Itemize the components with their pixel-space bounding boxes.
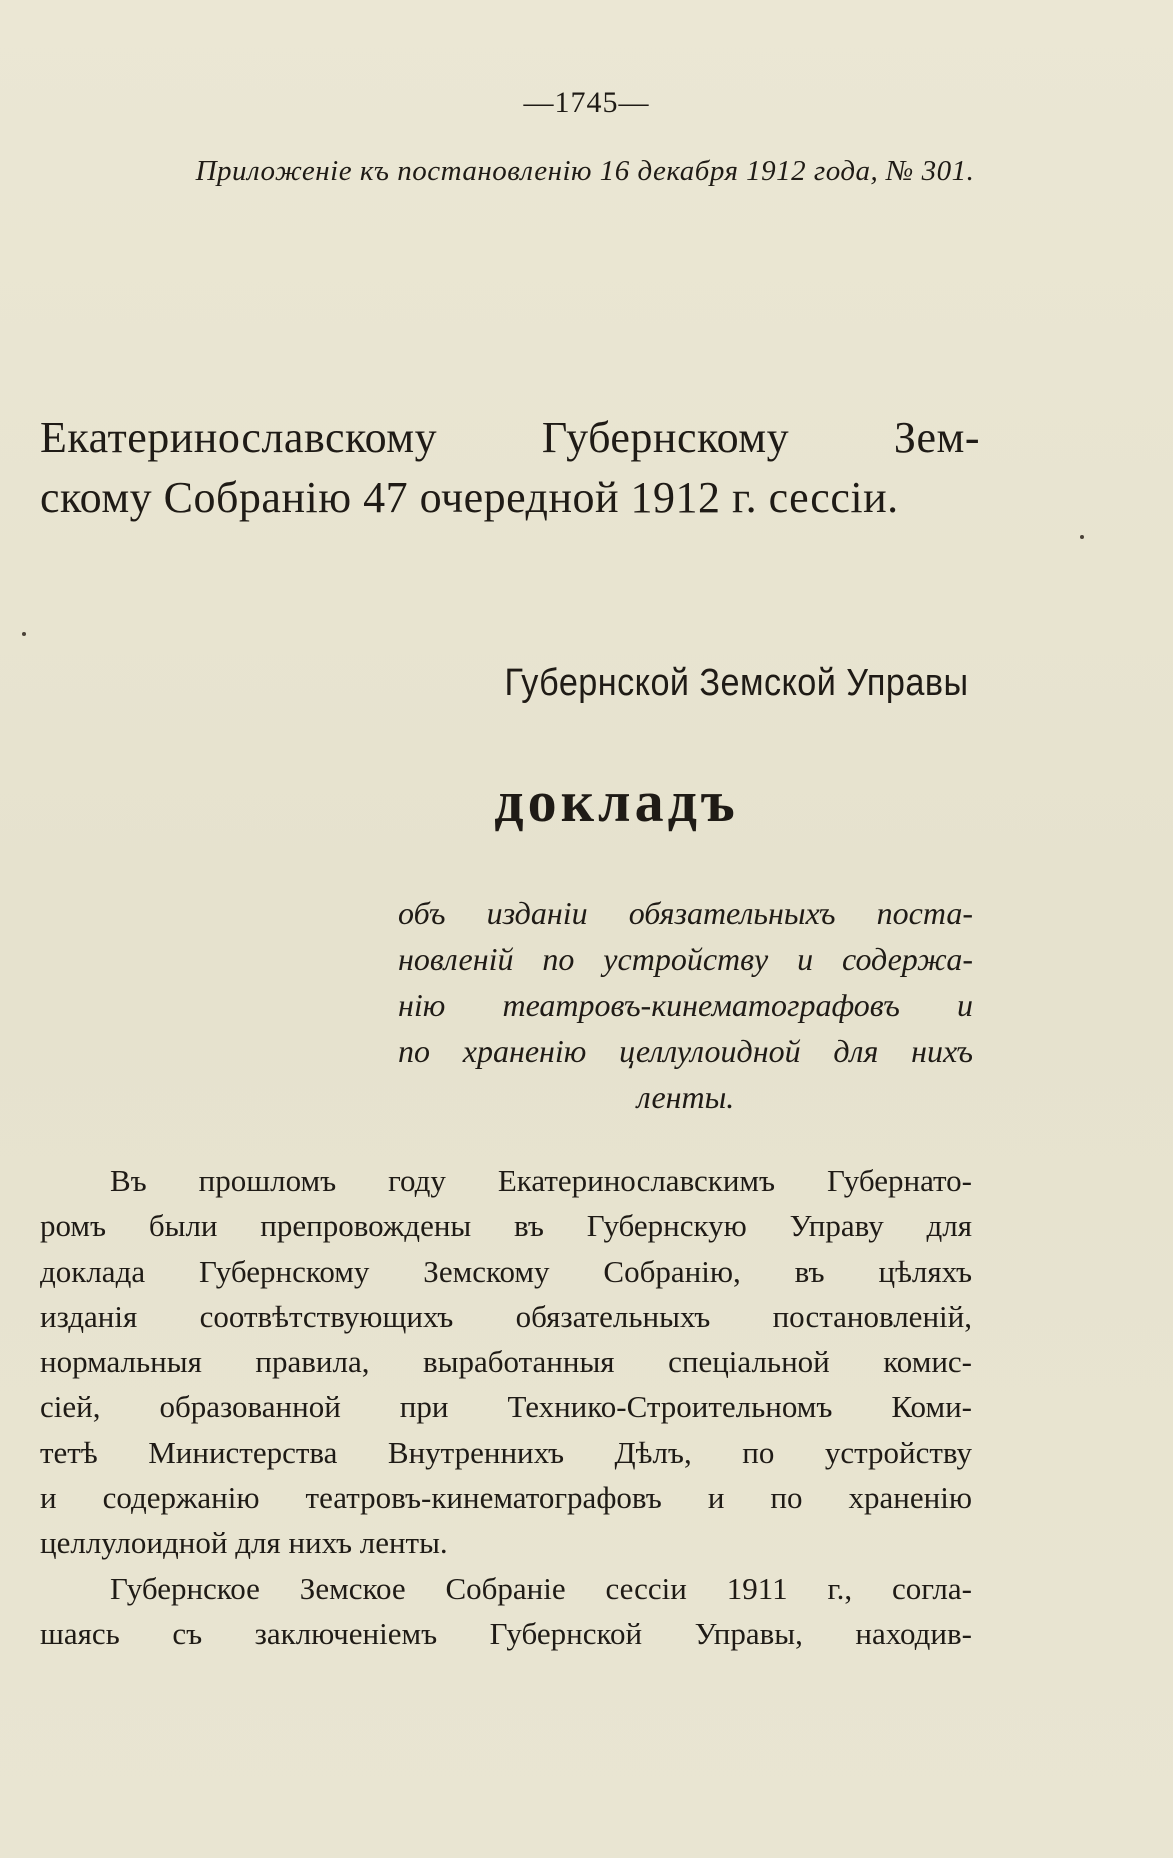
document-title: докладъ (494, 769, 739, 834)
addressee-heading (40, 408, 980, 528)
ink-speck (1080, 535, 1084, 539)
body-line: доклада Губернскому Земскому Собранію, въ цѣляхъ (40, 1253, 972, 1289)
body-line: шаясь съ заключеніемъ Губернской Управы, находив- (40, 1615, 972, 1651)
page-number: —1745— (523, 86, 650, 119)
body-line: тетѣ Министерства Внутреннихъ Дѣлъ, по устройству (40, 1434, 972, 1470)
subject-line: нію театровъ-кинематографовъ и (398, 987, 973, 1023)
body-line: нормальныя правила, выработанныя спеціальной комис- (40, 1344, 972, 1380)
body-line: целлулоидной для нихъ ленты. (40, 1525, 448, 1561)
body-line: изданія соотвѣтствующихъ обязательныхъ постановленій, (40, 1298, 972, 1334)
body-line: Губернское Земское Собраніе сессіи 1911 г., согла- (110, 1570, 972, 1606)
body-line: и содержанію театровъ-кинематографовъ и по храненію (40, 1480, 972, 1516)
ink-speck (22, 632, 26, 636)
addressee-line: Екатеринославскому Губернскому Зем- (40, 413, 980, 462)
body-line: сіей, образованной при Технико-Строительномъ Коми- (40, 1389, 972, 1425)
addressee-line: скому Собранію 47 очередной 1912 г. сессіи. (40, 473, 899, 522)
body-line: Въ прошломъ году Екатеринославскимъ Губернато- (110, 1163, 972, 1198)
appendix-note: Приложеніе къ постановленію 16 декабря 1912 года, № 301. (195, 155, 975, 187)
report-subject (398, 890, 973, 1120)
body-line: ромъ были препровождены въ Губернскую Управу для (40, 1208, 972, 1244)
subject-line: новленій по устройству и содержа- (398, 941, 973, 977)
board-name: Губернской Земской Управы (504, 662, 968, 704)
subject-line: ленты. (636, 1079, 735, 1115)
subject-line: по храненію целлулоидной для нихъ (398, 1033, 973, 1069)
subject-line: объ изданіи обязательныхъ поста- (398, 895, 973, 931)
body-text (40, 1158, 972, 1656)
